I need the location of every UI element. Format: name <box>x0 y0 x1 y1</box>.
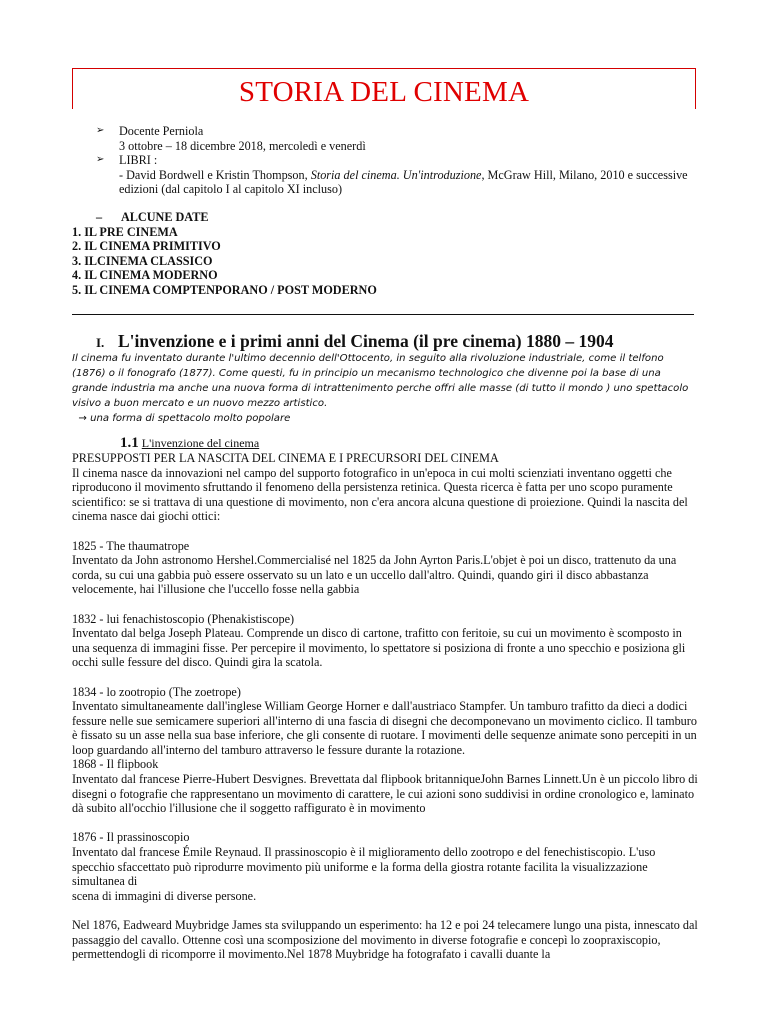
dash: – <box>96 210 103 224</box>
body-text <box>72 451 698 962</box>
date-item: 1. IL PRE CINEMA <box>72 224 178 239</box>
title-box <box>72 68 696 109</box>
section-number: I. <box>96 335 105 350</box>
books-label: LIBRI : <box>119 153 158 168</box>
book-authors: - David Bordwell e Kristin Thompson, <box>119 167 311 182</box>
paragraph-heading: PRESUPPOSTI PER LA NASCITA DEL CINEMA E I PRECURSORI DEL CINEMA <box>72 451 499 465</box>
entry-text: Inventato simultaneamente dall'inglese William George Horner e dall'austriaco Stampfer. Un tamburo trafitto da dieci a dodici fessure nelle sue semicamere superiori all'interno di una fascia di disegni che decomponevano un movimento ciclico. Il tamburo è fissato su un asse nella sua base inferiore, che gli consente di ruotare. I movimenti delle sequenze animate sono percepiti in un loop guardando all'interno del tamburo attraverso le fessure durante la rotazione. <box>72 699 697 757</box>
entry-heading: 1834 - lo zootropio (The zoetrope) <box>72 684 241 699</box>
dates-line: 3 ottobre – 18 dicembre 2018, mercoledì e venerdì <box>119 138 366 153</box>
section-title: L'invenzione e i primi anni del Cinema (il pre cinema) 1880 – 1904 <box>118 331 614 351</box>
horizontal-rule <box>72 314 694 315</box>
book-reference <box>119 168 696 197</box>
date-item: 4. IL CINEMA MODERNO <box>72 268 218 283</box>
book-details: , McGraw Hill, Milano, 2010 e successive edizioni (dal capitolo I al capitolo XI incluso) <box>119 167 688 197</box>
entry-text: Inventato dal francese Émile Reynaud. Il prassinoscopio è il miglioramento dello zootropo e del fenechistiscopio. L'uso specchio sfaccettato può riprodurre movimento più uniforme e la forma della giostra rotante facilita la visualizzazione simultanea di <box>72 845 656 889</box>
intro-text: Il cinema fu inventato durante l'ultimo decennio dell'Ottocento, in seguito alla rivoluzione industriale, come il telfono (1876) o il fonografo (1877). Come questi, fu in principio un mecanismo technologico che divenne poi la base di una grande industria ma anche una nuova forma di intrattenimento perche offri alle masse (di tutto il mondo ) uno spettacolo visivo a buon mercato e un nuovo mezzo artistico. <box>72 353 689 410</box>
subsection-heading <box>120 436 259 451</box>
entry-heading: 1868 - Il flipbook <box>72 757 159 772</box>
paragraph: Il cinema nasce da innovazioni nel campo del supporto fotografico in un'epoca in cui molti scienziati inventano oggetti che riproducono il movimento sfruttando il fenomeno della persistenza retinica. Questa ricerca è fatta per uno scopo puramente scientifico: se si trattava di una questione di movimento, non c'era ancora alcuna questione di proiezione. Quindi la nascita del cinema nasce dai giochi ottici: <box>72 465 688 524</box>
bullet-books <box>96 153 696 197</box>
entry-text: Inventato da John astronomo Hershel.Commercialisé nel 1825 da John Ayrton Paris.L'objet è poi un disco, trattenuto da una corda, su cui una gabbia può essere osservato su un lato e un uccello dall'altro. Quindi, quando giri il disco abbastanza velocemente, hai l'illusione che l'uccello fosse nella gabbia <box>72 553 677 597</box>
dates-header-label: ALCUNE DATE <box>121 210 209 224</box>
paragraph: Nel 1876, Eadweard Muybridge James sta sviluppando un esperimento: ha 12 e poi 24 telecamere lungo una pista, innescato dal passaggio del cavallo. Ottenne così una scomposizione del movimento in diverse fotografie e concepì lo zoopraxiscopio, permettendogli di ricomporre il movimento.Nel 1878 Muybridge ha fotografato i cavalli duante la <box>72 918 698 962</box>
bullet-teacher <box>96 124 696 153</box>
entry-heading: 1876 - Il prassinoscopio <box>72 830 190 845</box>
entry-text: Inventato dal belga Joseph Plateau. Comprende un disco di cartone, trafitto con feritoie, su cui un movimento è scomposto in una sequenza di immagini fisse. Per percepire il movimento, lo spettatore si posiziona di fronte a uno specchio e posiziona gli occhi sulle fessure del disco. Quindi gira la scatola. <box>72 626 686 670</box>
entry-text: Inventato dal francese Pierre-Hubert Desvignes. Brevettata dal flipbook britanniqueJohn Barnes Linnett.Un è un piccolo libro di disegni o fotografie che rappresentano un movimento di carattere, le cui azioni sono suddivisi in ordine cronologico e, laminato dà subito all'occhio l'illusione che il soggetto raffigurato è in movimento <box>72 772 698 816</box>
intro-arrow-line: → una forma di spettacolo molto popolare <box>72 413 291 425</box>
date-item: 3. ILCINEMA CLASSICO <box>72 253 213 268</box>
entry-heading: 1832 - lui fenachistoscopio (Phenakistiscope) <box>72 611 295 626</box>
subsection-number: 1.1 <box>120 435 139 451</box>
date-item: 2. IL CINEMA PRIMITIVO <box>72 239 221 254</box>
teacher-line: Docente Perniola <box>119 124 204 138</box>
section-intro <box>72 351 697 426</box>
arrow-bullet-icon: ➢ <box>96 125 105 136</box>
date-item: 5. IL CINEMA COMPTENPORANO / POST MODERNO <box>72 282 377 297</box>
document-title: STORIA DEL CINEMA <box>238 76 530 108</box>
arrow-bullet-icon: ➢ <box>96 154 105 166</box>
course-info <box>96 124 696 197</box>
dates-section <box>72 210 692 298</box>
entry-heading: 1825 - The thaumatrope <box>72 538 190 553</box>
book-title: Storia del cinema. Un'introduzione <box>310 167 482 182</box>
entry-text: scena di immagini di diverse persone. <box>72 888 257 903</box>
subsection-title: L'invenzione del cinema <box>141 436 260 450</box>
dates-header <box>72 210 692 225</box>
section-heading <box>96 331 614 353</box>
